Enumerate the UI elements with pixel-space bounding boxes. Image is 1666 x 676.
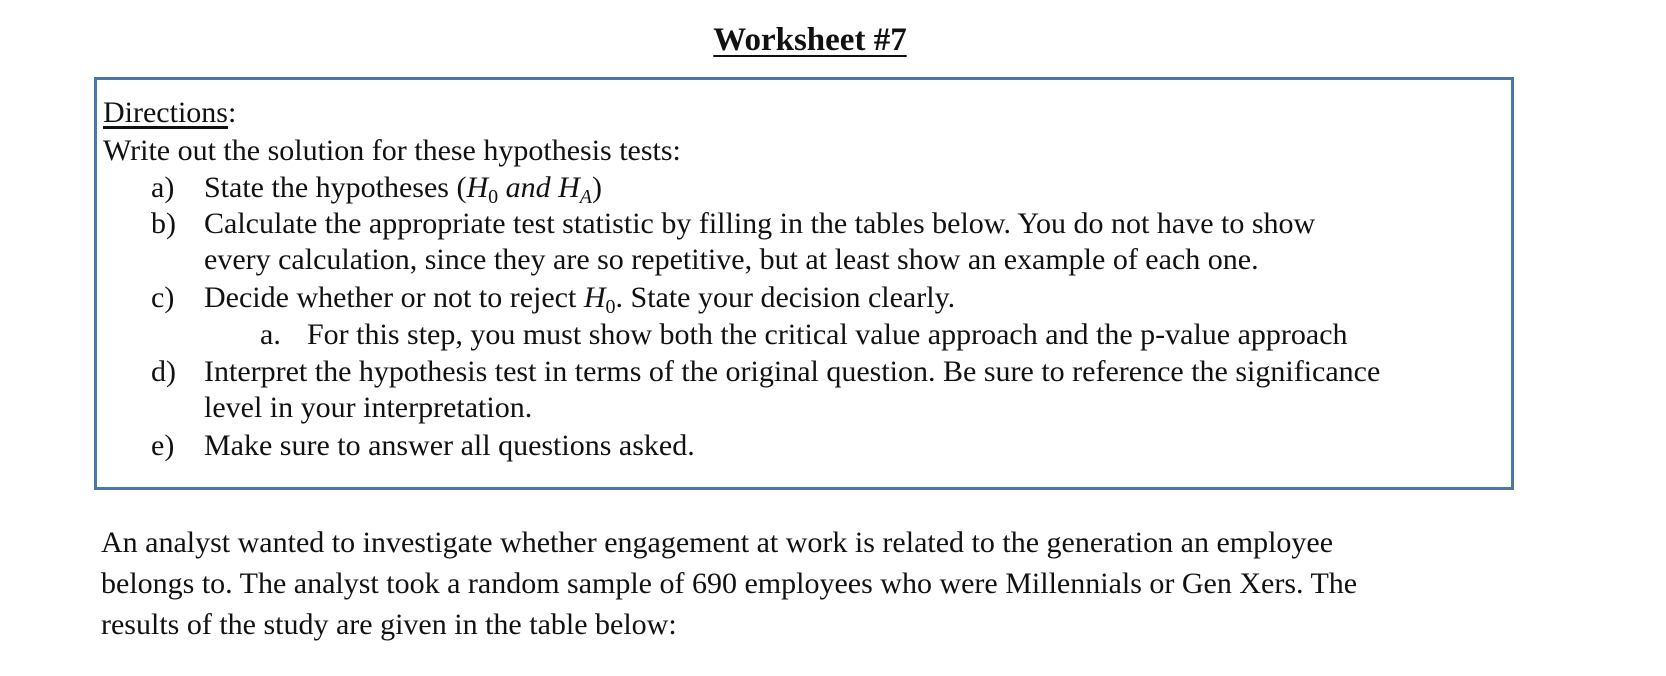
sub-list-item-a: For this step, you must show both the critical value approach and the p-value approach xyxy=(307,318,1348,351)
list-item-d-line2: level in your interpretation. xyxy=(204,391,533,424)
list-marker-d: d) xyxy=(151,355,176,388)
problem-statement xyxy=(101,522,1551,645)
problem-line-1: An analyst wanted to investigate whether engagement at work is related to the generation an employee xyxy=(101,526,1334,559)
list-marker-c: c) xyxy=(151,281,175,314)
list-marker-a: a) xyxy=(151,171,175,204)
sub-list-marker-a: a. xyxy=(260,318,281,351)
directions-heading-label: Directions xyxy=(103,96,228,129)
list-item-b-line2: every calculation, since they are so repetitive, but at least show an example of each one. xyxy=(204,243,1259,276)
list-item-a-text: State the hypotheses ( xyxy=(204,171,467,204)
worksheet-title: Worksheet #7 xyxy=(713,22,907,58)
null-hypothesis-symbol: $H_0$ xyxy=(583,281,616,318)
directions-heading-colon: : xyxy=(227,96,237,129)
problem-line-2: belongs to. The analyst took a random sample of 690 employees who were Millennials or Gen Xers. The xyxy=(101,567,1358,600)
list-item-a: State the hypotheses ($H_0$ and $H_A$) xyxy=(204,171,603,208)
problem-line-3: results of the study are given in the table below: xyxy=(101,608,677,641)
hypotheses-formula: $H_0$ and $H_A$ xyxy=(466,171,593,208)
list-item-c: Decide whether or not to reject $H_0$. State your decision clearly. xyxy=(204,281,956,318)
list-marker-e: e) xyxy=(151,429,175,462)
list-item-e: Make sure to answer all questions asked. xyxy=(204,429,695,462)
directions-heading xyxy=(103,95,236,131)
list-item-d-line1: Interpret the hypothesis test in terms of the original question. Be sure to reference the significance xyxy=(204,355,1381,388)
directions-intro: Write out the solution for these hypothesis tests: xyxy=(103,134,681,167)
directions-box xyxy=(94,77,1514,490)
list-marker-b: b) xyxy=(151,207,176,240)
list-item-b-line1: Calculate the appropriate test statistic by filling in the tables below. You do not have to show xyxy=(204,207,1316,240)
